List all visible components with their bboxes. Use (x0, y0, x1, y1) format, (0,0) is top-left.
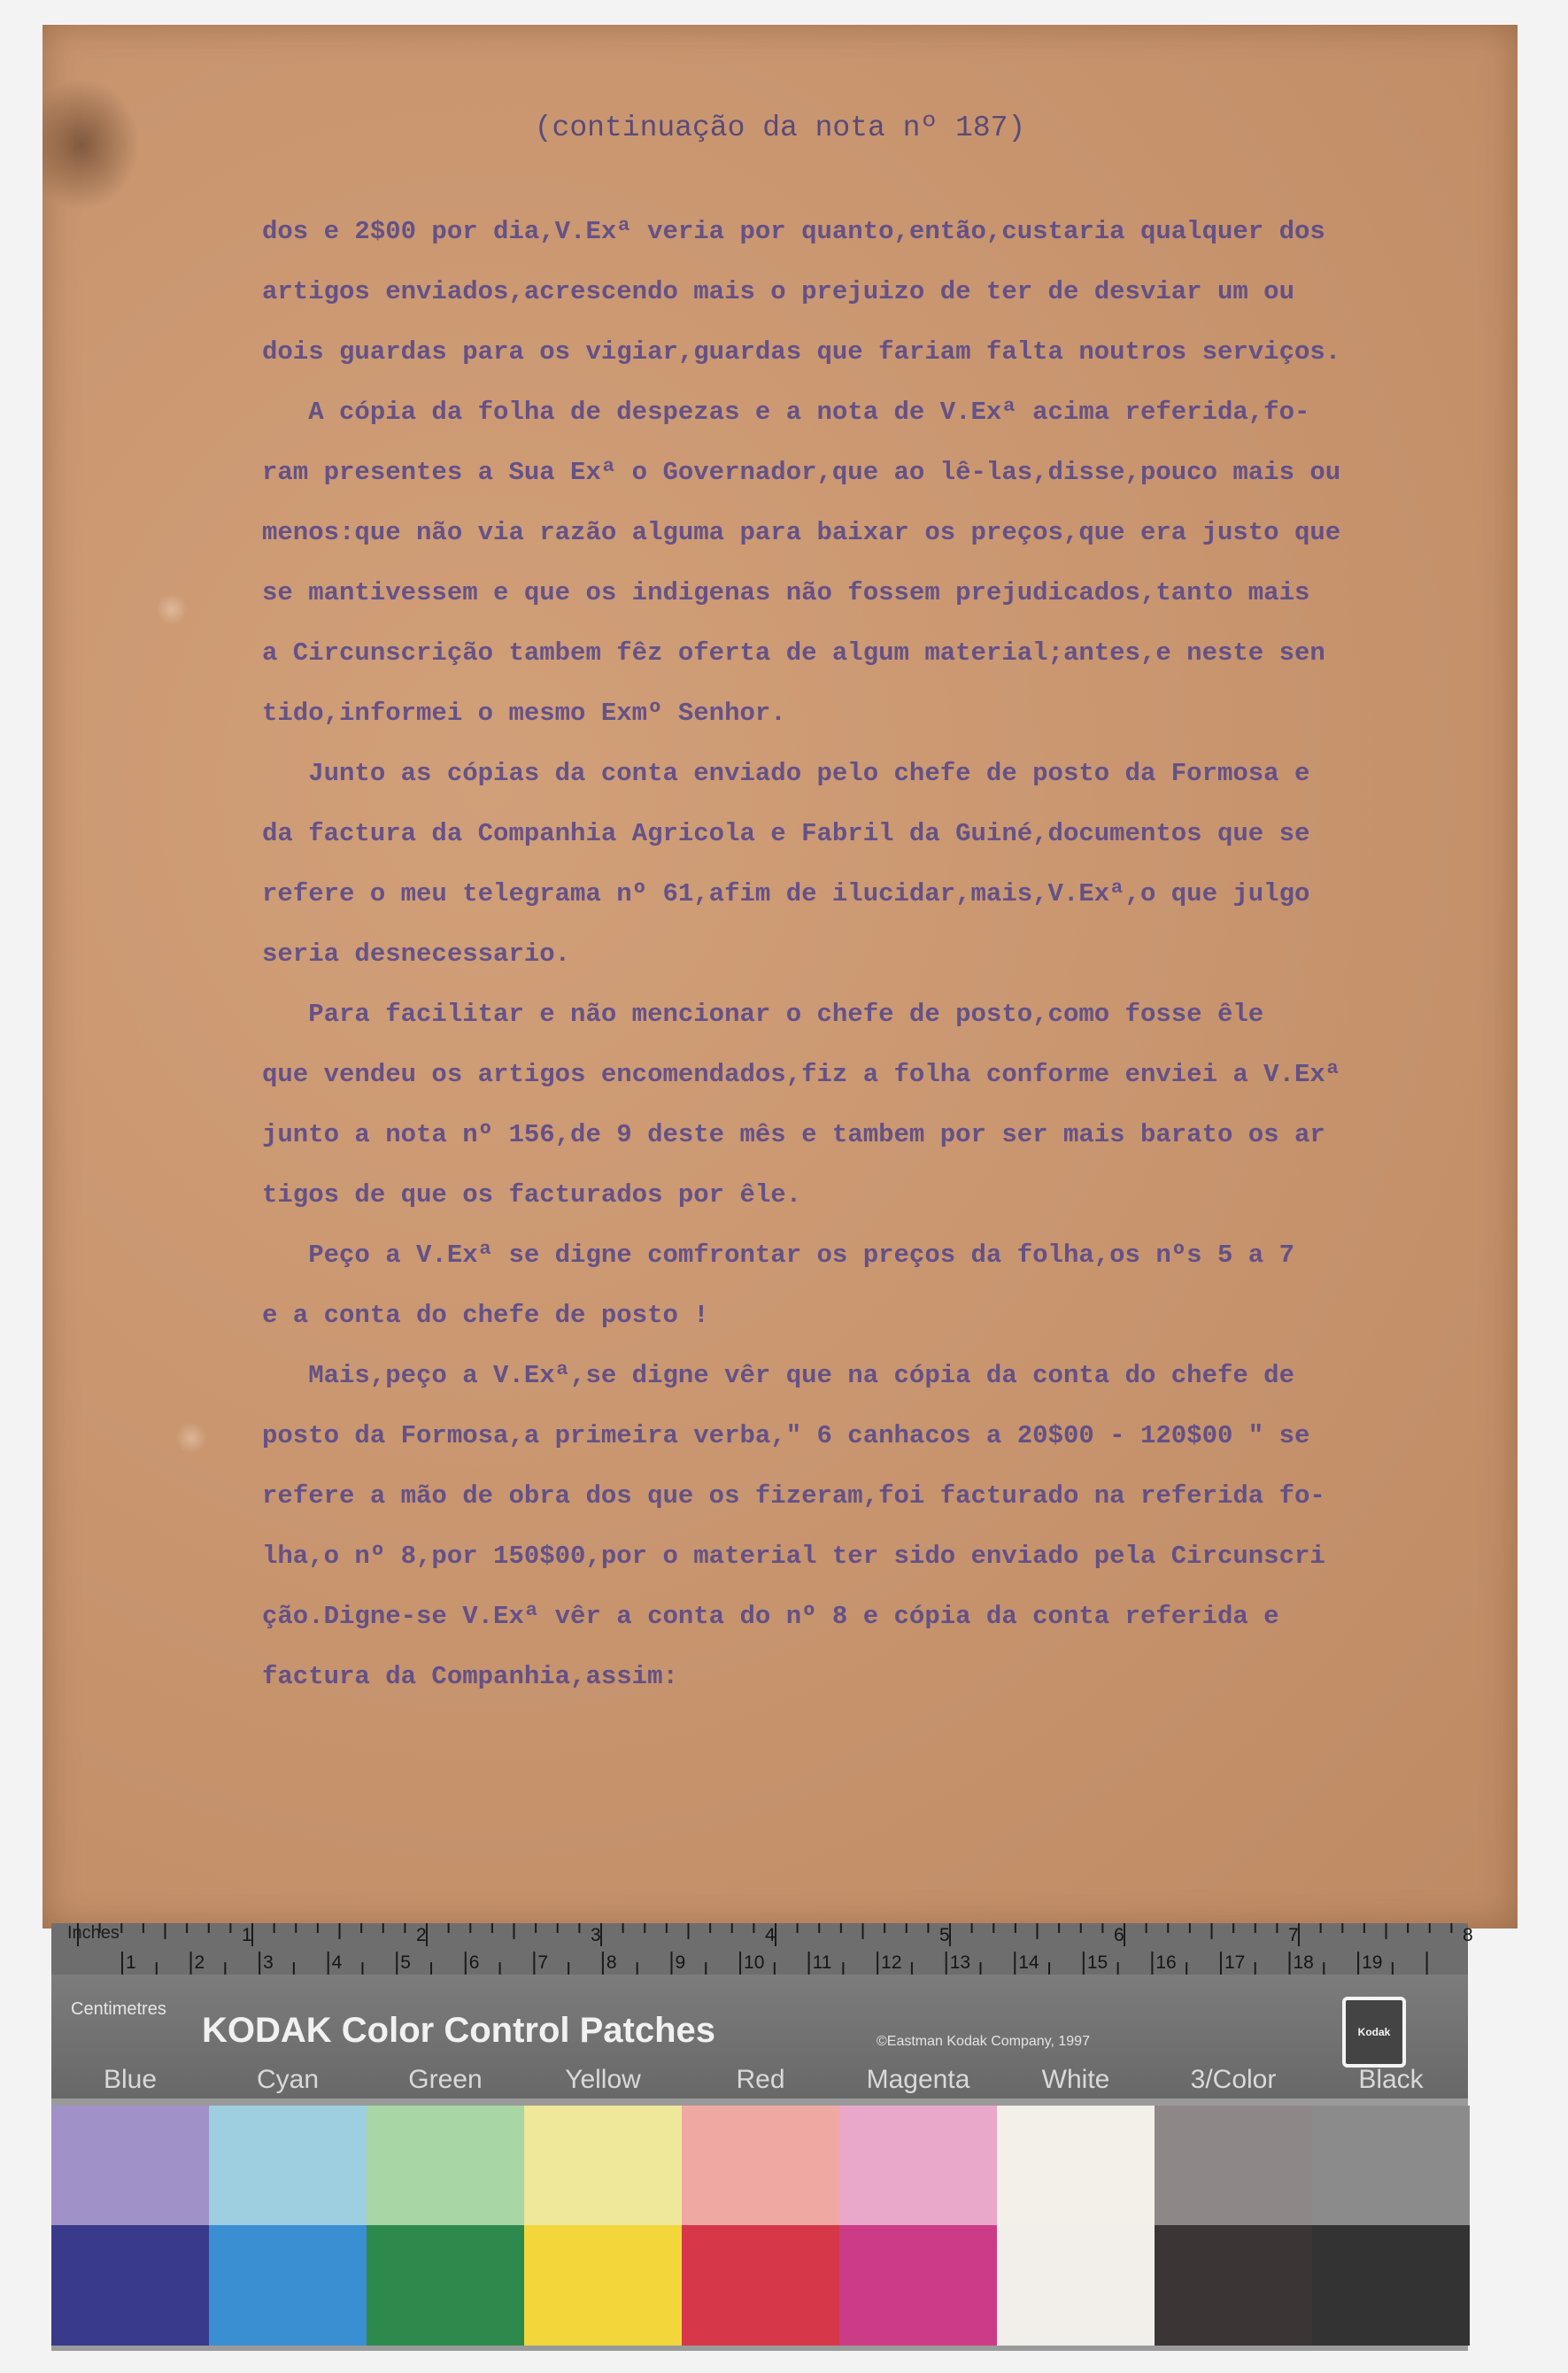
punch-hole (156, 593, 188, 625)
color-patch-light (524, 2106, 682, 2225)
kodak-title: KODAK Color Control Patches (202, 2011, 716, 2050)
cm-number: 10 (744, 1952, 765, 1973)
color-patch-dark (1312, 2225, 1470, 2346)
text-line: se mantivessem e que os indigenas não fossem prejudicados,tanto mais (262, 578, 1310, 607)
text-line: que vendeu os artigos encomendados,fiz a folha conforme enviei a V.Exª (262, 1060, 1341, 1089)
text-line: da factura da Companhia Agricola e Fabril da Guiné,documentos que se (262, 819, 1310, 848)
color-patch-dark (682, 2225, 839, 2346)
color-patch-light (51, 2106, 209, 2225)
color-patch-light (367, 2106, 524, 2225)
text-line: artigos enviados,acrescendo mais o prejuizo de ter de desviar um ou (262, 277, 1294, 306)
cm-number: 1 (126, 1952, 136, 1973)
cm-number: 16 (1155, 1952, 1177, 1973)
color-patch-dark (524, 2225, 682, 2346)
color-patch-dark (51, 2225, 209, 2346)
color-patch-light (1312, 2106, 1470, 2225)
color-patch-light (839, 2106, 997, 2225)
inch-number: 7 (1288, 1925, 1299, 1945)
text-line: lha,o nº 8,por 150$00,por o material ter sido enviado pela Circunscri (262, 1542, 1325, 1571)
text-line: dos e 2$00 por dia,V.Exª veria por quanto,então,custaria qualquer dos (262, 217, 1325, 246)
patch-label: White (1041, 2065, 1110, 2094)
cm-number: 13 (949, 1952, 971, 1973)
typed-body (262, 202, 1555, 1707)
cm-number: 14 (1018, 1952, 1039, 1973)
cm-number: 15 (1086, 1952, 1108, 1973)
patch-label: Red (736, 2065, 785, 2094)
patch-label: Black (1358, 2065, 1424, 2094)
color-patch-dark (839, 2225, 997, 2346)
cm-number: 11 (812, 1952, 832, 1973)
inch-number: 3 (591, 1925, 601, 1945)
cm-number: 5 (400, 1952, 411, 1973)
text-line: tigos de que os facturados por êle. (262, 1180, 802, 1210)
cm-number: 2 (194, 1952, 205, 1973)
punch-hole (175, 1422, 207, 1454)
color-patch-light (682, 2106, 839, 2225)
text-line: junto a nota nº 156,de 9 deste mês e tambem por ser mais barato os ar (262, 1120, 1325, 1149)
color-patch-dark (209, 2225, 367, 2346)
patch-label: Blue (103, 2065, 158, 2094)
cm-number: 9 (675, 1952, 686, 1973)
color-patch-light (997, 2106, 1155, 2225)
inch-number: 1 (242, 1925, 252, 1945)
text-line: ram presentes a Sua Exª o Governador,que ao lê-las,disse,pouco mais ou (262, 458, 1341, 487)
cm-number: 19 (1362, 1952, 1383, 1973)
inch-number: 8 (1463, 1925, 1473, 1945)
color-patch-light (1155, 2106, 1312, 2225)
text-line: Para facilitar e não mencionar o chefe de posto,como fosse êle (262, 1000, 1264, 1029)
patch-label: Green (408, 2065, 483, 2094)
color-patch-dark (367, 2225, 524, 2346)
text-line: Peço a V.Exª se digne comfrontar os preços da folha,os nºs 5 a 7 (262, 1241, 1294, 1270)
inch-number: 6 (1114, 1925, 1124, 1945)
text-line: tido,informei o mesmo Exmº Senhor. (262, 699, 786, 728)
cm-number: 6 (468, 1952, 480, 1973)
text-line: Junto as cópias da conta enviado pelo chefe de posto da Formosa e (262, 759, 1310, 788)
text-line: refere o meu telegrama nº 61,afim de ilucidar,mais,V.Exª,o que julgo (262, 879, 1310, 908)
text-line: a Circunscrição tambem fêz oferta de algum material;antes,e neste sen (262, 638, 1325, 668)
text-line: A cópia da folha de despezas e a nota de V.Exª acima referida,fo- (262, 398, 1310, 427)
text-line: dois guardas para os vigiar,guardas que fariam falta noutros serviços. (262, 337, 1341, 367)
inches-label: Inches (67, 1923, 120, 1943)
inch-number: 5 (939, 1925, 950, 1945)
patch-label: Magenta (866, 2065, 970, 2094)
patch-label: 3/Color (1190, 2065, 1277, 2094)
text-line: seria desnecessario. (262, 939, 571, 969)
cm-number: 4 (331, 1952, 343, 1973)
cm-number: 3 (263, 1952, 274, 1973)
text-line: refere a mão de obra dos que os fizeram,foi facturado na referida fo- (262, 1481, 1325, 1511)
inch-number: 2 (416, 1925, 427, 1945)
text-line: e a conta do chefe de posto ! (262, 1301, 709, 1330)
inch-number: 4 (765, 1925, 776, 1945)
text-line: posto da Formosa,a primeira verba," 6 canhacos a 20$00 - 120$00 " se (262, 1421, 1310, 1450)
document-page (42, 25, 1518, 1929)
text-line: Mais,peço a V.Exª,se digne vêr que na cópia da conta do chefe de (262, 1361, 1294, 1390)
color-patch-dark (1155, 2225, 1312, 2346)
cm-number: 18 (1293, 1952, 1314, 1973)
cm-number: 12 (881, 1952, 902, 1973)
color-patch-light (209, 2106, 367, 2225)
cm-number: 7 (537, 1952, 549, 1973)
text-line: menos:que não via razão alguma para baixar os preços,que era justo que (262, 518, 1341, 547)
kodak-copyright: ©Eastman Kodak Company, 1997 (877, 2034, 1090, 2049)
ruler (51, 1923, 1473, 1975)
color-patch-dark (997, 2225, 1155, 2346)
text-line: factura da Companhia,assim: (262, 1662, 678, 1691)
patch-label: Cyan (256, 2065, 320, 2094)
text-line: ção.Digne-se V.Exª vêr a conta do nº 8 e cópia da conta referida e (262, 1602, 1279, 1631)
kodak-logo: Kodak (1342, 1997, 1406, 2068)
paper-stain (42, 78, 140, 211)
patch-label: Yellow (565, 2065, 641, 2094)
cm-number: 17 (1224, 1952, 1246, 1973)
centimetres-label: Centimetres (71, 1999, 166, 2019)
cm-number: 8 (606, 1952, 617, 1973)
page-header: (continuação da nota nº 187) (534, 112, 1026, 144)
